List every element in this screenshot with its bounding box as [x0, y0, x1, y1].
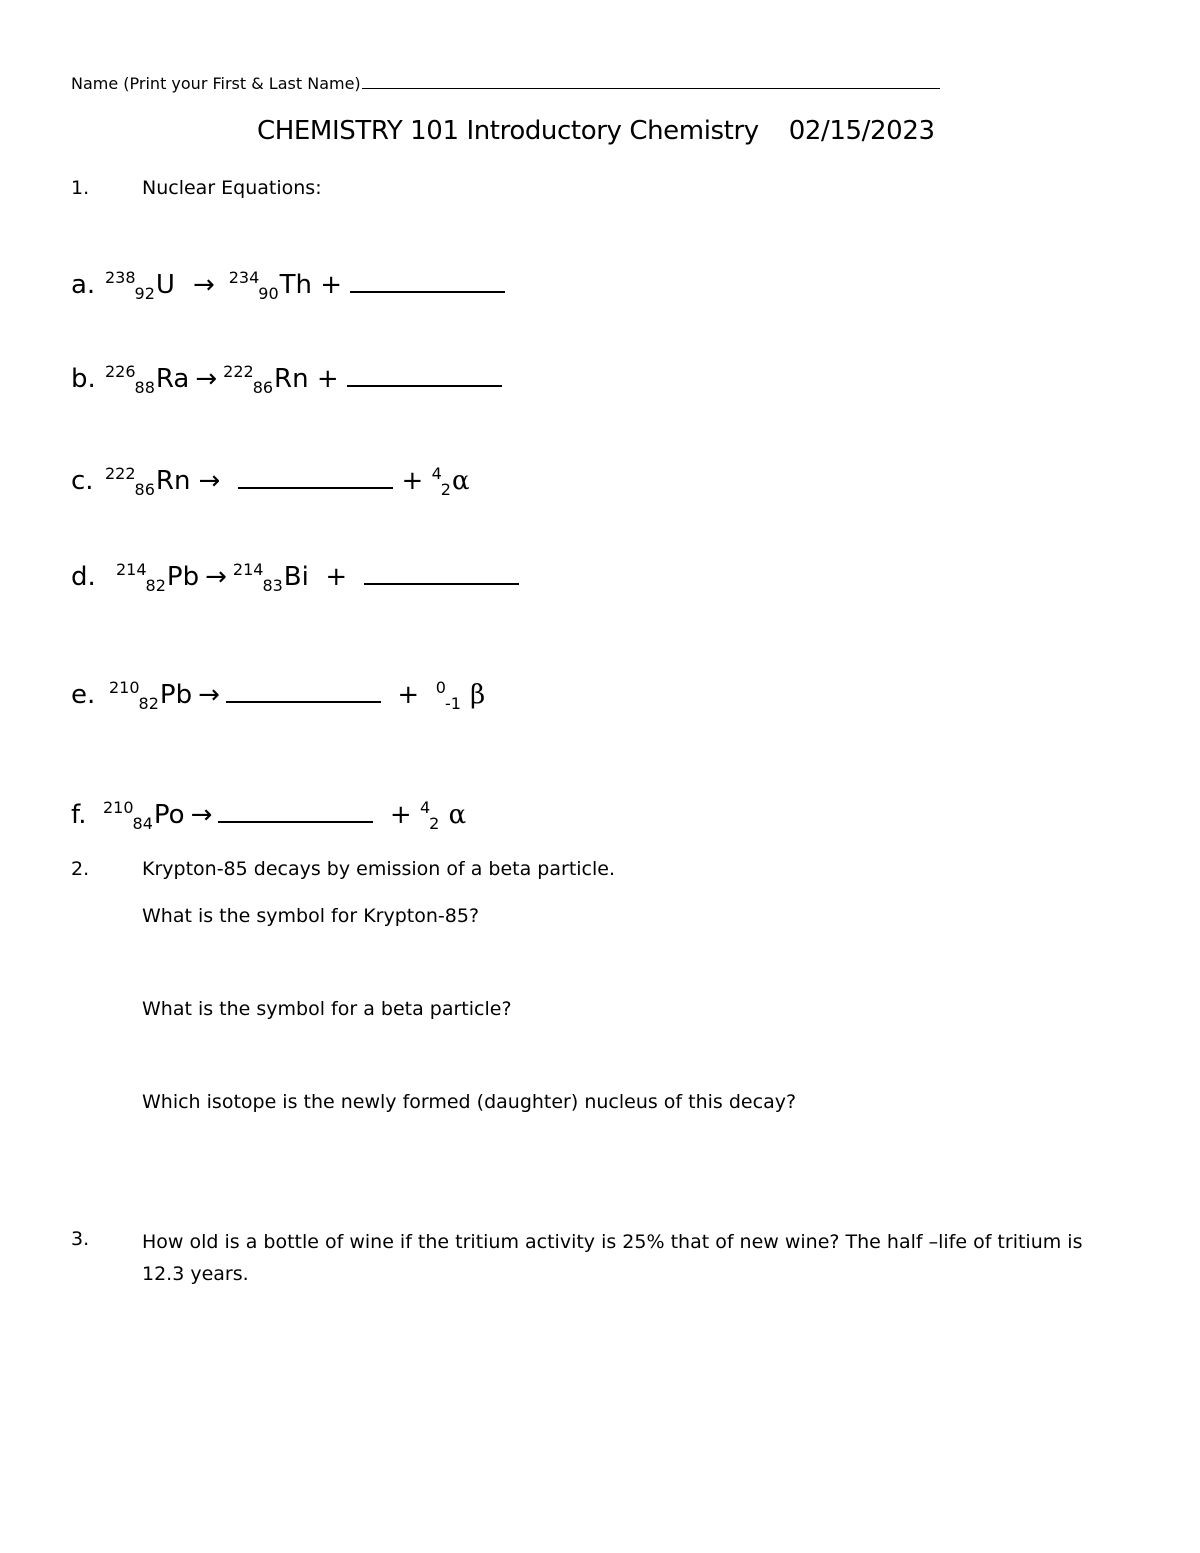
question-1-heading	[71, 177, 471, 201]
page-title	[257, 116, 935, 146]
mass-number: 222	[105, 464, 136, 483]
plus-sign: +	[401, 466, 424, 496]
plus-sign: +	[397, 680, 420, 710]
question-statement: Krypton-85 decays by emission of a beta particle.	[142, 858, 616, 880]
alpha-symbol: α	[451, 466, 470, 496]
question-number: 2.	[71, 858, 90, 880]
atomic-number: 83	[262, 576, 283, 595]
atomic-number: 92	[134, 284, 155, 303]
atomic-number: -1	[444, 694, 461, 713]
mass-number: 214	[232, 560, 264, 579]
name-label: Name (Print your First & Last Name)	[71, 74, 361, 93]
exam-date: 02/15/2023	[788, 116, 935, 146]
atomic-number: 84	[132, 814, 153, 833]
arrow-icon: →	[205, 562, 227, 592]
arrow-icon: →	[190, 800, 213, 830]
arrow-icon: →	[195, 364, 218, 394]
element-symbol: Rn	[274, 364, 309, 394]
course-title: CHEMISTRY 101 Introductory Chemistry	[257, 116, 759, 146]
atomic-number: 2	[440, 480, 451, 499]
answer-blank[interactable]	[350, 271, 505, 293]
mass-number: 210	[109, 678, 140, 697]
atomic-number: 86	[252, 378, 274, 397]
atomic-number: 90	[258, 284, 279, 303]
question-number: 1.	[71, 177, 90, 199]
sub-question: What is the symbol for Krypton-85?	[142, 905, 480, 927]
mass-number: 4	[431, 464, 442, 483]
question-heading: Nuclear Equations:	[142, 177, 322, 199]
equation-label: c.	[71, 466, 94, 496]
mass-number: 226	[105, 362, 136, 381]
arrow-icon: →	[198, 466, 221, 496]
element-symbol: U	[155, 270, 175, 300]
mass-number: 222	[223, 362, 254, 381]
equation-label: b.	[71, 364, 96, 394]
mass-number: 0	[435, 678, 446, 697]
equation-label: a.	[71, 270, 96, 300]
sub-question: Which isotope is the newly formed (daughter) nucleus of this decay?	[142, 1091, 797, 1113]
element-symbol: Po	[153, 800, 185, 830]
equation-a	[71, 268, 505, 303]
equation-d	[71, 560, 519, 595]
arrow-icon: →	[192, 270, 215, 300]
question-text: How old is a bottle of wine if the tritium activity is 25% that of new wine? The half –life of tritium is 12.3 years.	[142, 1231, 1083, 1285]
equation-c	[71, 464, 470, 499]
mass-number: 214	[116, 560, 147, 579]
mass-number: 4	[419, 798, 431, 817]
answer-blank[interactable]	[218, 801, 373, 823]
plus-sign: +	[325, 562, 348, 592]
equation-e	[71, 678, 486, 713]
answer-blank[interactable]	[238, 467, 393, 489]
plus-sign: +	[320, 270, 343, 300]
plus-sign: +	[316, 364, 339, 394]
mass-number: 210	[103, 798, 134, 817]
name-field	[71, 74, 940, 93]
element-symbol: Bi	[283, 562, 309, 592]
atomic-number: 86	[134, 480, 155, 499]
answer-blank[interactable]	[347, 365, 502, 387]
mass-number: 234	[228, 268, 260, 287]
beta-symbol: β	[470, 680, 486, 710]
arrow-icon: →	[198, 680, 220, 710]
equation-f	[71, 798, 467, 833]
question-3	[71, 1228, 1131, 1298]
answer-blank[interactable]	[364, 563, 519, 585]
equation-label: e.	[71, 680, 96, 710]
element-symbol: Pb	[159, 680, 193, 710]
equation-label: f.	[71, 800, 87, 830]
plus-sign: +	[389, 800, 412, 830]
atomic-number: 82	[145, 576, 166, 595]
atomic-number: 2	[429, 814, 440, 833]
atomic-number: 88	[134, 378, 155, 397]
element-symbol: Th	[279, 270, 313, 300]
element-symbol: Rn	[155, 466, 191, 496]
equation-b	[71, 362, 502, 397]
equation-label: d.	[71, 562, 96, 592]
element-symbol: Pb	[166, 562, 200, 592]
name-blank[interactable]	[362, 88, 940, 89]
mass-number: 238	[105, 268, 136, 287]
question-2	[71, 858, 1071, 884]
sub-question: What is the symbol for a beta particle?	[142, 998, 512, 1020]
alpha-symbol: α	[448, 800, 467, 830]
element-symbol: Ra	[155, 364, 190, 394]
question-number: 3.	[71, 1228, 90, 1250]
atomic-number: 82	[138, 694, 159, 713]
answer-blank[interactable]	[226, 681, 381, 703]
